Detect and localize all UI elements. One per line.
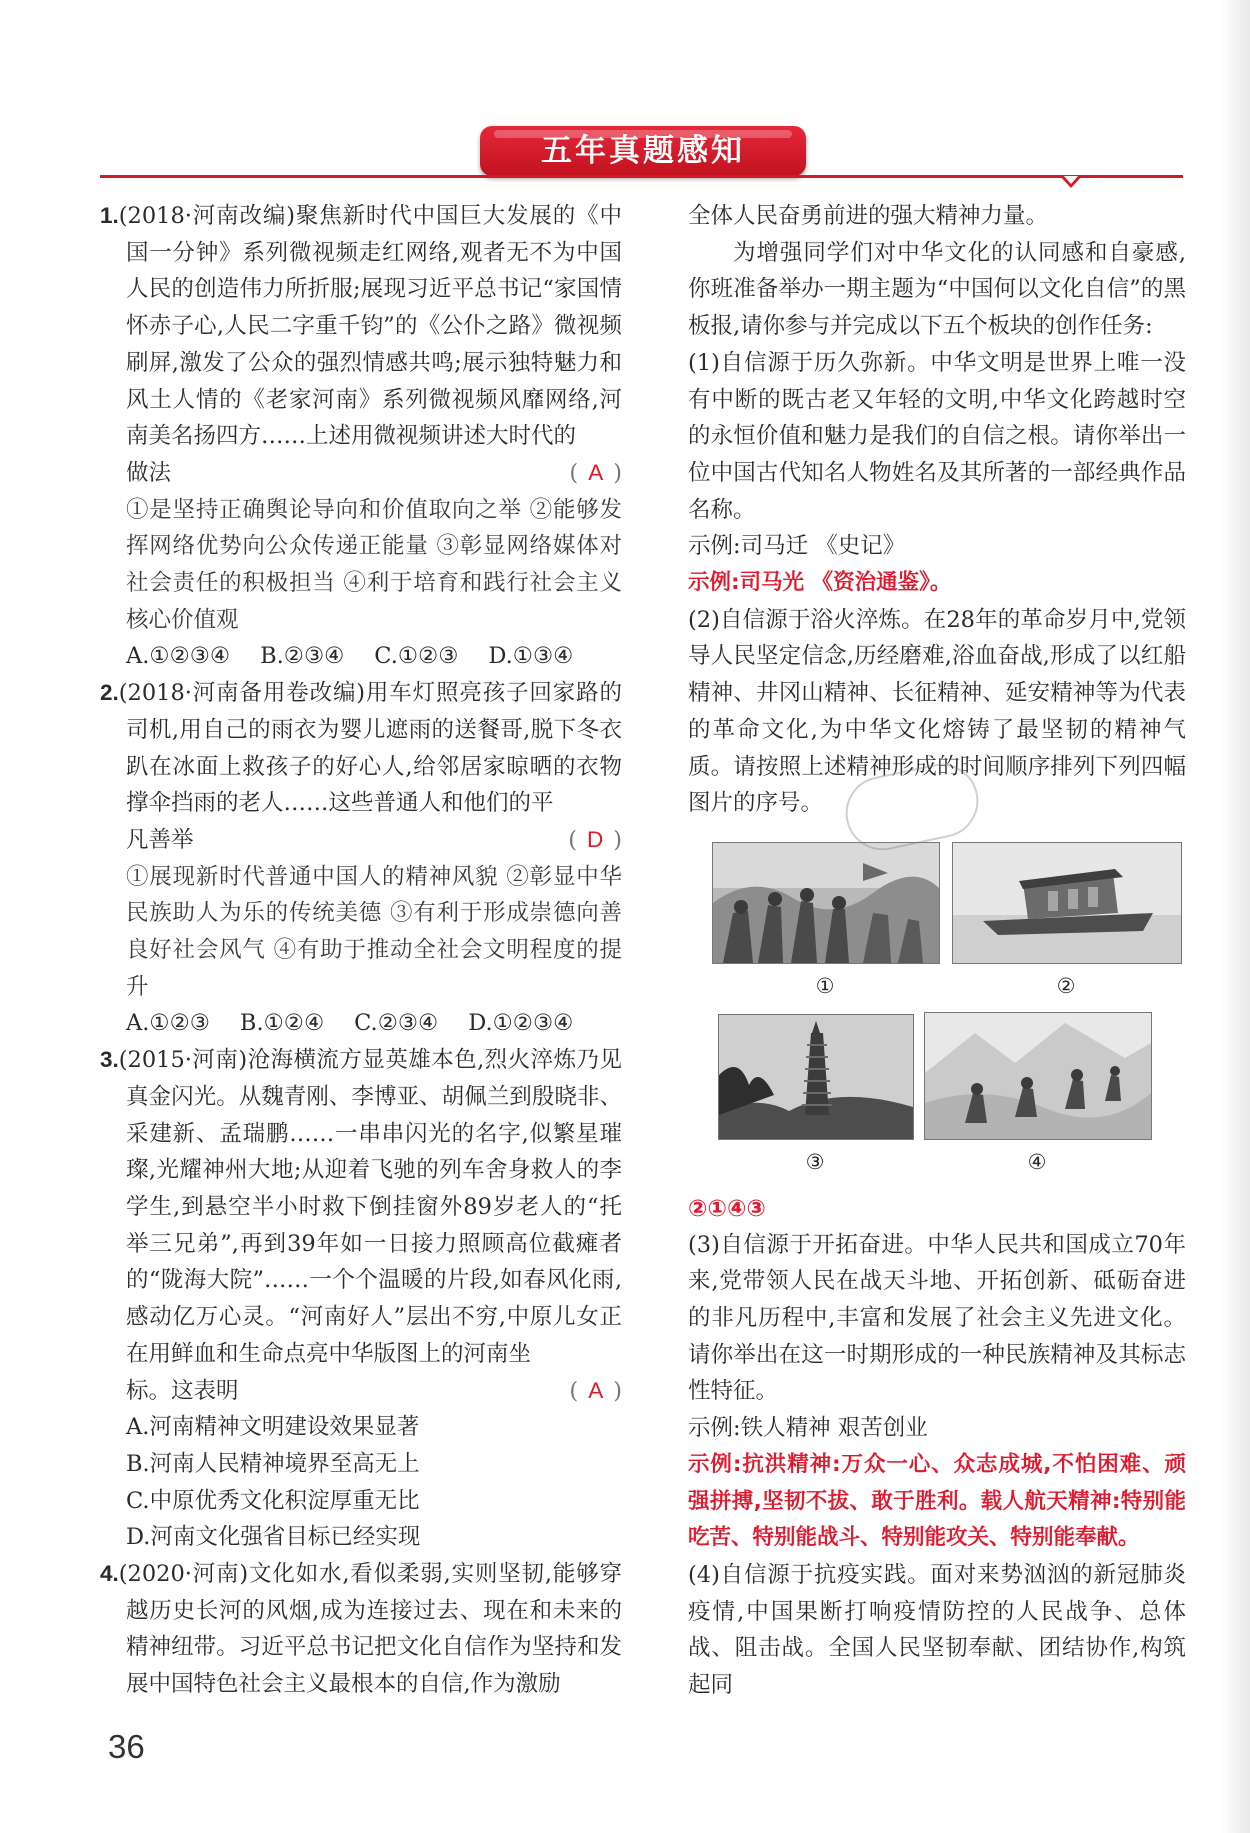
question-2-statements: ①展现新时代普通中国人的精神风貌 ②彰显中华民族助人为乐的传统美德 ③有利于形成崇德向善良好社会风气 ④有助于推动全社会文明程度的提升 bbox=[126, 863, 622, 1000]
question-1-answer: A bbox=[588, 459, 604, 485]
option-d: D.河南文化强省目标已经实现 bbox=[126, 1524, 421, 1551]
long-march-snow-mountain-icon bbox=[924, 1012, 1152, 1140]
answer-bracket: ( D ) bbox=[568, 826, 622, 853]
question-2-tail: 凡善举 ( D ) bbox=[100, 822, 622, 859]
question-1-options bbox=[100, 638, 622, 675]
section-title-banner bbox=[480, 126, 806, 176]
question-3-source: (2015·河南) bbox=[118, 1047, 248, 1074]
question-4-source: (2020·河南) bbox=[118, 1561, 249, 1588]
page-edge-shadow bbox=[1220, 0, 1250, 1833]
question-1-statements: ①是坚持正确舆论导向和价值取向之举 ②能够发挥网络优势向公众传递正能量 ③彰显网络媒体对社会责任的积极担当 ④利于培育和践行社会主义核心价值观 bbox=[126, 496, 622, 633]
question-1-text: 聚焦新时代中国巨大发展的《中国一分钟》系列微视频走红网络,观者无不为中国人民的创造伟力所折服;展现习近平总书记“家国情怀赤子心,人民二字重千钧”的《公仆之路》微视频刷屏,激发了公众的强烈情感共鸣;展示独特魅力和风土人情的《老家河南》系列微视频风靡网络,河南美名扬四方……上述用微视频讲述大时代的 bbox=[126, 203, 622, 450]
page-number: 36 bbox=[108, 1728, 145, 1765]
photo-caption-3: ③ bbox=[805, 1149, 825, 1174]
option-a: A.河南精神文明建设效果显著 bbox=[126, 1414, 420, 1441]
photo-caption-4: ④ bbox=[1027, 1149, 1047, 1174]
question-2-text: 用车灯照亮孩子回家路的司机,用自己的雨衣为婴儿遮雨的送餐哥,脱下冬衣趴在冰面上救孩子的好心人,给邻居家晾晒的衣物撑伞挡雨的老人……这些普通人和他们的平 bbox=[126, 680, 622, 817]
question-4-text: 文化如水,看似柔弱,实则坚韧,能够穿越历史长河的风烟,成为连接过去、现在和未来的精神纽带。习近平总书记把文化自信作为坚持和发展中国特色社会主义最根本的自信,作为激励 bbox=[126, 1561, 622, 1698]
question-1-tail: 做法 ( A ) bbox=[100, 455, 622, 492]
header-rule bbox=[100, 175, 1183, 178]
option-b: B.①②④ bbox=[239, 1010, 325, 1037]
option-d: D.①③④ bbox=[488, 643, 574, 670]
section-4-prompt: (4)自信源于抗疫实践。面对来势汹汹的新冠肺炎疫情,中国果断打响疫情防控的人民战争、总体战、阻击战。全国人民坚韧奉献、团结协作,构筑起同 bbox=[688, 1561, 1186, 1699]
section-1-prompt: (1)自信源于历久弥新。中华文明是世界上唯一没有中断的既古老又年轻的文明,中华文化跨越时空的永恒价值和魅力是我们的自信之根。请你举出一位中国古代知名人物姓名及其所著的一部经典作品名称。 bbox=[688, 349, 1186, 523]
question-3: 3.(2015·河南)沧海横流方显英雄本色,烈火淬炼乃见真金闪光。从魏青刚、李博亚、胡佩兰到殷晓非、采建新、孟瑞鹏……一串串闪光的名字,似繁星璀璨,光耀神州大地;从迎着飞驰的列车舍身救人的李学生,到悬空半小时救下倒挂窗外89岁老人的“托举三兄弟”,再到39年如一日接力照顾高位截瘫者的“陇海大院”……一个个温暖的片段,如春风化雨,感动亿万心灵。“河南好人”层出不穷,中原儿女正在用鲜血和生命点亮中华版图上的河南坐 bbox=[100, 1047, 622, 1367]
question-3-answer: A bbox=[588, 1377, 604, 1403]
question-4-intro: 为增强同学们对中华文化的认同感和自豪感,你班准备举办一期主题为“中国何以文化自信”的黑板报,请你参与并完成以下五个板块的创作任务: bbox=[688, 239, 1186, 340]
question-1: 1.(2018·河南改编)聚焦新时代中国巨大发展的《中国一分钟》系列微视频走红网络,观者无不为中国人民的创造伟力所折服;展现习近平总书记“家国情怀赤子心,人民二字重千钧”的《公仆之路》微视频刷屏,激发了公众的强烈情感共鸣;展示独特魅力和风土人情的《老家河南》系列微视频风靡网络,河南美名扬四方……上述用微视频讲述大时代的 bbox=[100, 203, 622, 450]
question-1-source: (2018·河南改编) bbox=[118, 203, 296, 229]
option-a: A.①②③ bbox=[126, 1010, 210, 1037]
section-title: 五年真题感知 bbox=[541, 133, 745, 169]
question-4: 4.(2020·河南)文化如水,看似柔弱,实则坚韧,能够穿越历史长河的风烟,成为连接过去、现在和未来的精神纽带。习近平总书记把文化自信作为坚持和发展中国特色社会主义最根本的自信,作为激励 bbox=[100, 1561, 622, 1698]
section-2-answer: ②①④③ bbox=[688, 1194, 766, 1221]
option-d: D.①②③④ bbox=[468, 1010, 574, 1037]
painting-jinggangshan-icon bbox=[712, 842, 940, 964]
option-a: A.①②③④ bbox=[126, 643, 231, 670]
section-3-prompt: (3)自信源于开拓奋进。中华人民共和国成立70年来,党带领人民在战天斗地、开拓创新、砥砺奋进的非凡历程中,丰富和发展了社会主义先进文化。请你举出在这一时期形成的一种民族精神及其标志性特征。 bbox=[688, 1231, 1186, 1405]
yanan-pagoda-icon bbox=[718, 1014, 914, 1140]
question-4-continuation: 全体人民奋勇前进的强大精神力量。 bbox=[688, 203, 1049, 229]
question-2-options bbox=[100, 1005, 622, 1042]
photo-caption-2: ② bbox=[1056, 973, 1076, 998]
option-c: C.中原优秀文化积淀厚重无比 bbox=[126, 1487, 420, 1514]
question-3-text: 沧海横流方显英雄本色,烈火淬炼乃见真金闪光。从魏青刚、李博亚、胡佩兰到殷晓非、采建新、孟瑞鹏……一串串闪光的名字,似繁星璀璨,光耀神州大地;从迎着飞驰的列车舍身救人的李学生,到悬空半小时救下倒挂窗外89岁老人的“托举三兄弟”,再到39年如一日接力照顾高位截瘫者的“陇海大院”……一个个温暖的片段,如春风化雨,感动亿万心灵。“河南好人”层出不穷,中原儿女正在用鲜血和生命点亮中华版图上的河南坐 bbox=[126, 1047, 622, 1367]
option-c: C.①②③ bbox=[374, 643, 459, 670]
section-1-answer: 示例:司马光 《资治通鉴》。 bbox=[688, 570, 952, 596]
red-boat-icon bbox=[952, 842, 1182, 964]
question-2-answer: D bbox=[586, 826, 604, 852]
answer-bracket: ( A ) bbox=[569, 459, 622, 486]
section-1-example: 示例:司马迁 《史记》 bbox=[688, 533, 906, 560]
question-2-source: (2018·河南备用卷改编) bbox=[118, 680, 366, 707]
left-column bbox=[100, 198, 622, 1703]
option-b: B.②③④ bbox=[260, 643, 345, 670]
option-b: B.河南人民精神境界至高无上 bbox=[126, 1450, 420, 1477]
option-c: C.②③④ bbox=[354, 1010, 439, 1037]
section-3-example: 示例:铁人精神 艰苦创业 bbox=[688, 1415, 928, 1442]
photo-grid bbox=[688, 830, 1186, 1186]
photo-caption-1: ① bbox=[815, 973, 835, 998]
section-2-prompt: (2)自信源于浴火淬炼。在28年的革命岁月中,党领导人民坚定信念,历经磨难,浴血奋战,形成了以红船精神、井冈山精神、长征精神、延安精神等为代表的革命文化,为中华文化熔铸了最坚韧的精神气质。请按照上述精神形成的时间顺序排列下列四幅图片的序号。 bbox=[688, 606, 1186, 817]
right-column bbox=[688, 198, 1186, 1704]
question-2: 2.(2018·河南备用卷改编)用车灯照亮孩子回家路的司机,用自己的雨衣为婴儿遮雨的送餐哥,脱下冬衣趴在冰面上救孩子的好心人,给邻居家晾晒的衣物撑伞挡雨的老人……这些普通人和他们的平 bbox=[100, 680, 622, 817]
answer-bracket: ( A ) bbox=[569, 1377, 622, 1404]
section-3-answer: 示例:抗洪精神:万众一心、众志成城,不怕困难、顽强拼搏,坚韧不拔、敢于胜利。载人航天精神:特别能吃苦、特别能战斗、特别能攻关、特别能奉献。 bbox=[688, 1451, 1186, 1551]
header-notch-inner bbox=[1064, 176, 1078, 184]
question-3-tail: 标。这表明 ( A ) bbox=[100, 1373, 622, 1410]
